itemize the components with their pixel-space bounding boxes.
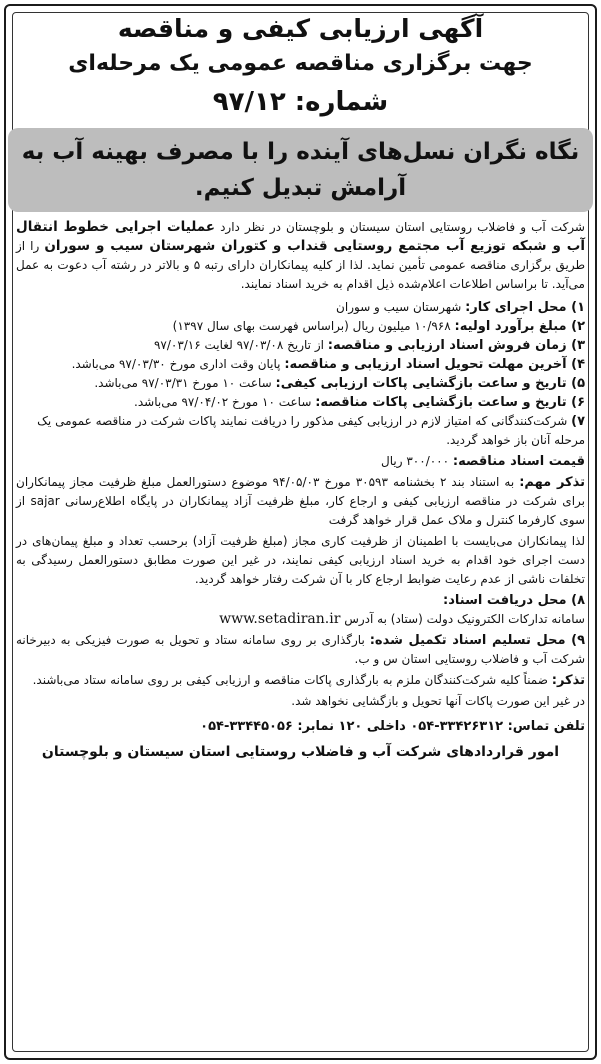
list-item bbox=[16, 317, 585, 336]
ad-content bbox=[16, 12, 585, 1054]
note-text: ضمناً کلیه شرکت‌کنندگان ملزم به بارگذاری پاکات مناقصه و ارزیابی کیفی بر روی سامانه ستاد می‌باشند. bbox=[32, 673, 552, 687]
item-label: ۶) تاریخ و ساعت بازگشایی پاکات مناقصه: bbox=[315, 395, 585, 410]
closing-line: در غیر این صورت پاکات آنها تحویل و بازگشایی نخواهد شد. bbox=[291, 694, 585, 708]
important-note bbox=[16, 473, 585, 530]
item-8-label: ۸) محل دریافت اسناد: bbox=[443, 593, 585, 608]
item-9-text: بارگذاری بر روی سامانه ستاد و تحویل به صورت فیزیکی به دبیرخانه شرکت آب و فاضلاب روستایی استان س و ب. bbox=[16, 633, 585, 666]
item-label: ۷) bbox=[571, 414, 585, 429]
item-text: از تاریخ ۹۷/۰۳/۰۸ لغایت ۹۷/۰۳/۱۶ bbox=[153, 338, 328, 352]
list-item bbox=[16, 393, 585, 412]
important-note-label: تذکر مهم: bbox=[519, 475, 586, 490]
price-label: قیمت اسناد مناقصه: bbox=[452, 454, 585, 469]
footer-organization: امور قراردادهای شرکت آب و فاضلاب روستایی استان سیستان و بلوچستان bbox=[41, 744, 560, 760]
contact-line: تلفن تماس: ۳۳۴۲۶۳۱۲-۰۵۴ داخلی ۱۲۰ نمابر: ۳۳۴۴۵۰۵۶-۰۵۴ bbox=[200, 719, 585, 734]
details-list bbox=[16, 298, 585, 450]
intro-part1: شرکت آب و فاضلاب روستایی استان سیستان و بلوچستان در نظر دارد bbox=[220, 220, 585, 234]
item-label: ۵) تاریخ و ساعت بازگشایی پاکات ارزیابی کیفی: bbox=[275, 376, 585, 391]
ad-number: شماره: ۹۷/۱۲ bbox=[212, 87, 389, 117]
list-item bbox=[16, 355, 585, 374]
list-item bbox=[16, 298, 585, 317]
item-text: پایان وقت اداری مورخ ۹۷/۰۳/۳۰ می‌باشد. bbox=[71, 357, 285, 371]
slogan-banner: نگاه نگران نسل‌های آینده را با مصرف بهینه آب به آرامش تبدیل کنیم. bbox=[8, 128, 593, 212]
item-label: ۲) مبلغ برآورد اولیه: bbox=[454, 319, 585, 334]
price-line bbox=[16, 452, 585, 471]
item-text: ۱۰/۹۶۸ میلیون ریال (براساس فهرست بهای سال ۱۳۹۷) bbox=[172, 319, 455, 333]
intro-paragraph bbox=[16, 218, 585, 294]
item-text: شهرستان سیب و سوران bbox=[336, 300, 466, 314]
item-9 bbox=[16, 631, 585, 669]
list-item bbox=[16, 336, 585, 355]
item-label: ۱) محل اجرای کار: bbox=[465, 300, 585, 315]
item-label: ۳) زمان فروش اسناد ارزیابی و مناقصه: bbox=[327, 338, 585, 353]
website-link[interactable]: www.setadiran.ir bbox=[219, 611, 341, 627]
ad-subtitle: جهت برگزاری مناقصه عمومی یک مرحله‌ای bbox=[68, 51, 533, 76]
intro-project: عملیات اجرایی خطوط انتقال آب و شبکه توزیع آب مجتمع روستایی قنداب و کتوران شهرستان سیب و سوران bbox=[16, 219, 585, 254]
item-9-label: ۹) محل تسلیم اسناد تکمیل شده: bbox=[369, 633, 586, 648]
note-label: تذکر: bbox=[551, 673, 585, 688]
list-item bbox=[16, 412, 585, 450]
item-8 bbox=[16, 591, 585, 629]
contractors-paragraph: لذا پیمانکاران می‌بایست با اطمینان از ظرفیت کاری مجاز (مبلغ ظرفیت آزاد) برحسب تعداد و مبلغ پیمان‌های در دست اجرای خود اقدام به خرید اسناد ارزیابی کیفی نمایند، در غیر این صورت مطابق دستورالعمل رسیدگی به تخلفات ناشی از عدم رعایت ضوابط ارجاع کار با آن شرکت رفتار خواهد گردید. bbox=[16, 534, 585, 586]
price-value: ۳۰۰/۰۰۰ ریال bbox=[381, 454, 453, 468]
note bbox=[16, 671, 585, 690]
item-text: ساعت ۱۰ مورخ ۹۷/۰۴/۰۲ می‌باشد. bbox=[134, 395, 316, 409]
ad-title: آگهی ارزیابی کیفی و مناقصه bbox=[117, 14, 484, 43]
item-8-text: سامانه تدارکات الکترونیک دولت (ستاد) به آدرس bbox=[344, 612, 585, 626]
item-label: ۴) آخرین مهلت تحویل اسناد ارزیابی و مناقصه: bbox=[284, 357, 585, 372]
item-text: شرکت‌کنندگانی که امتیاز لازم در ارزیابی کیفی مذکور را دریافت نمایند پاکات شرکت در مناقصه عمومی یک مرحله آنان باز خواهد گردید. bbox=[37, 414, 585, 447]
list-item bbox=[16, 374, 585, 393]
important-note-text: به استناد بند ۲ بخشنامه ۳۰۵۹۳ مورخ ۹۴/۰۵/۰۳ موضوع دستورالعمل مبلغ ظرفیت مجاز پیمانکاران برای شرکت در مناقصه ارزیابی کیفی و ارجاع کار، مبلغ ظرفیت آزاد پیمانکاران در پایگاه اطلاع‌رسانی sajar از سوی کارفرما کنترل و ملاک عمل قرار خواهد گرفت bbox=[16, 475, 585, 527]
item-text: ساعت ۱۰ مورخ ۹۷/۰۳/۳۱ می‌باشد. bbox=[94, 376, 276, 390]
intro-part2: را از طریق برگزاری مناقصه عمومی تأمین نماید. لذا از کلیه پیمانکاران دارای رتبه ۵ و بالاتر در رشته آب دعوت به عمل می‌آید. تا براساس اطلاعات اعلام‌شده ذیل اقدام به خرید اسناد نمایند. bbox=[16, 239, 585, 291]
